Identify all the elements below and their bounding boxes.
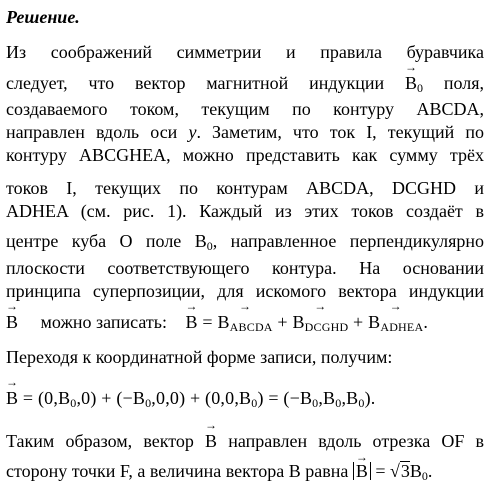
text-line <box>6 121 484 143</box>
equation-part: = (0,B <box>18 388 71 408</box>
period: . <box>427 461 433 481</box>
vector-b <box>6 387 18 409</box>
vector-b-adhea <box>368 311 423 333</box>
period: . <box>423 312 429 332</box>
magnitude-b <box>353 462 371 480</box>
subscript: DCGHD <box>304 320 349 334</box>
text-span: следует, что вектор магнитной индукции <box>6 73 385 93</box>
text-span: сторону точки F, а величина вектора B равна <box>6 461 349 481</box>
vector-b <box>6 311 18 333</box>
subscript: 0 <box>312 396 319 410</box>
sqrt-argument: 3 <box>400 461 410 481</box>
text-line: плоскости соответствующего контура. На основании <box>6 258 484 278</box>
text-span: поля, <box>443 73 485 93</box>
text-span: направлен вдоль оси <box>6 122 178 142</box>
text-span: Таким образом, вектор <box>6 431 194 451</box>
text-span: . Заметим, что ток I, текущий по <box>196 122 485 142</box>
text-line: создаваемого током, текущим по контуру ABCDA, <box>6 99 484 119</box>
subscript: 0 <box>70 396 77 410</box>
equals-sign: = <box>370 461 391 481</box>
subscript: 0 <box>417 81 424 95</box>
coordinate-equation <box>6 387 484 409</box>
vector-symbol: B <box>368 312 381 332</box>
text-line: принципа суперпозиции, для искомого вектора индукции <box>6 281 484 301</box>
text-line: токов I, текущих по контурам ABCDA, DCGHD и <box>6 178 484 198</box>
vector-symbol: B <box>6 312 19 332</box>
text-span: направлен вдоль отрезка OF в <box>228 431 485 451</box>
vector-b <box>356 462 368 480</box>
vector-symbol: B <box>6 388 19 408</box>
vector-b <box>205 430 217 452</box>
subscript: 0 <box>421 469 428 483</box>
field-symbol: B <box>194 231 207 251</box>
text-line: Из соображений симметрии и правила буравчика <box>6 42 484 62</box>
equation-part: ) = (−B <box>257 388 313 408</box>
text-line: контуру ABCGHEA, можно представить как сумму трёх <box>6 145 484 165</box>
text-line <box>6 430 484 452</box>
text-line <box>6 460 484 482</box>
vector-b <box>185 311 197 333</box>
text-line <box>6 311 484 333</box>
vector-b-dcghd <box>292 311 348 333</box>
axis-symbol: y <box>188 122 197 142</box>
text-span: , направленное перпендикулярно <box>212 231 484 251</box>
superposition-formula <box>185 312 428 332</box>
result-symbol: B <box>409 461 422 481</box>
heading: Решение. <box>6 7 80 27</box>
vector-symbol: B <box>185 312 198 332</box>
subscript: ADHEA <box>380 320 424 334</box>
text-span: центре куба O поле <box>6 231 182 251</box>
field-b0 <box>195 231 213 251</box>
equation-part: ,0) + (−B <box>76 388 146 408</box>
vector-symbol: B <box>205 431 218 451</box>
equation-part: ,B <box>341 388 359 408</box>
vector-b-abcda <box>217 311 272 333</box>
subscript: 0 <box>206 239 213 253</box>
equals-sign: = <box>197 312 218 332</box>
text-line: ADHEA (см. рис. 1). Каждый из этих токов создаёт в <box>6 201 484 221</box>
equation-part: ,B <box>318 388 336 408</box>
plus-sign: + <box>348 312 369 332</box>
subscript: 0 <box>358 396 365 410</box>
vector-symbol: B <box>355 461 368 481</box>
text-line <box>6 230 484 252</box>
equation-part: ). <box>364 388 376 408</box>
sqrt-sign: √ <box>390 461 400 481</box>
vector-b0 <box>405 72 423 94</box>
text-line <box>6 72 484 94</box>
vector-symbol: B <box>217 312 230 332</box>
vector-symbol: B <box>405 73 418 93</box>
subscript: 0 <box>335 396 342 410</box>
subscript: 0 <box>145 396 152 410</box>
subscript: 0 <box>251 396 258 410</box>
plus-sign: + <box>272 312 293 332</box>
text-span: можно записать: <box>40 312 167 332</box>
subscript: ABCDA <box>229 320 273 334</box>
text-line: Переходя к координатной форме записи, получим: <box>6 347 393 367</box>
vector-symbol: B <box>292 312 305 332</box>
equation-part: ,0,0) + (0,0,B <box>151 388 252 408</box>
